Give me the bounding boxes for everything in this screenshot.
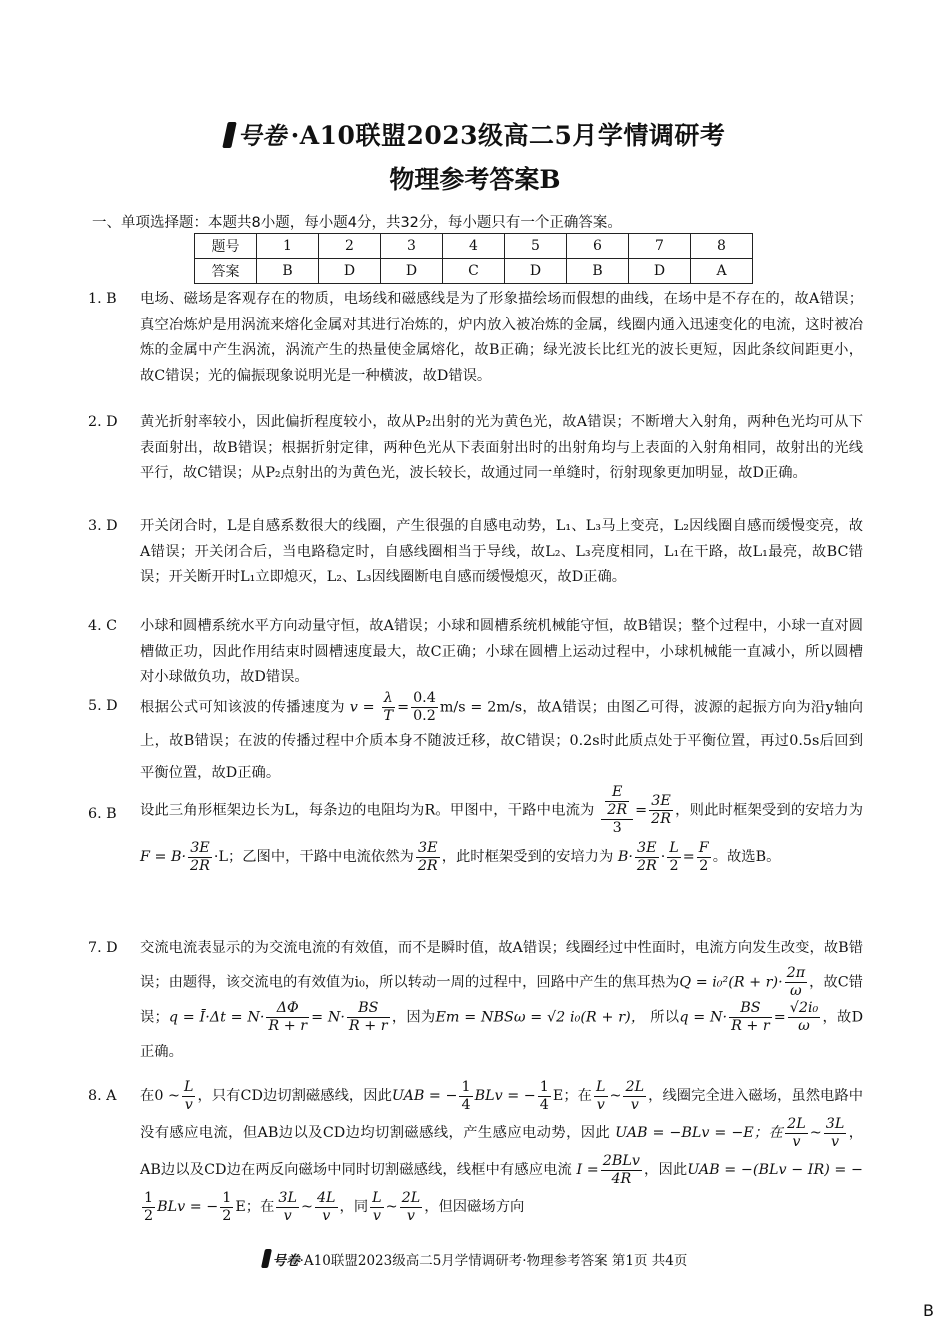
fraction-3e-2r: $\frac{3E}{2R}$ xyxy=(651,793,671,827)
question-explanation: 在0 ~ $\frac{L}{v}$ ，只有CD边切割磁感线，因此UAB = − $\frac{1}{4}$ BLv = − $\frac{1}{4}$ E；在 $\frac{L}{v}$ ~ $\frac{2L}{v}$ ，线圈完全进入磁场，虽然电路中没有感应电流，但AB边以及CD边均切割磁感线，产生感应电动势，因此 UAB = −BLv = −E；在 $\frac{2L}{v}$ ~ $\frac{3L}{v}$ ，AB边以及CD边在两反向磁场中同时切割磁感线，线框中有感应电流 I = $\frac{\text{2BLv}}{4R}$ ，因此UAB = −(BLv − IR) = − $\frac{1}{2}$ BLv = − $\frac{1}{2}$ E；在 $\frac{3L}{v}$ ~ $\frac{4L}{v}$ ，同 $\frac{L}{v}$ ~ $\frac{2L}{v}$ ，但因磁场方向 xyxy=(140,1078,864,1224)
table-cell: 3 xyxy=(381,234,443,259)
page-footer: 号卷·A10联盟2023级高二5月学情调研考·物理参考答案 第1页 共4页 xyxy=(0,1249,950,1269)
fraction-l-v: $\frac{L}{v}$ xyxy=(372,1189,382,1224)
fraction-l-v: $\frac{L}{v}$ xyxy=(596,1078,606,1113)
table-cell: D xyxy=(381,259,443,284)
fraction-3l-v: $\frac{3L}{v}$ xyxy=(825,1115,845,1150)
fraction-lambda-over-t: $\frac{\lambda}{T}$ xyxy=(383,690,394,724)
fraction-l-over-2: $\frac{L}{2}$ xyxy=(669,839,679,874)
question-2 xyxy=(88,410,863,487)
table-cell: 1 xyxy=(257,234,319,259)
table-cell: 5 xyxy=(505,234,567,259)
row-label-answer: 答案 xyxy=(195,259,257,284)
table-cell: B xyxy=(257,259,319,284)
fraction-bs: $\frac{BS}{R + r}$ xyxy=(731,1000,770,1034)
question-number: 8. A xyxy=(88,1088,117,1104)
brush-mark-icon xyxy=(261,1249,272,1268)
question-explanation: 开关闭合时，L是自感系数很大的线圈，产生很强的自感电动势，L₁、L₃马上变亮，L₂因线圈自感而缓慢变亮，故A错误；开关闭合后，当电路稳定时，自感线圈相当于导线，故L₂、L₃亮度相同，L₁在干路，故L₁最亮，故BC错误；开关断开时L₁立即熄灭，L₂、L₃因线圈断电自感而缓慢熄灭，故D正确。 xyxy=(140,518,863,585)
fraction-sqrt2i0: $\frac{\text{√2i₀}}{\omega}$ xyxy=(789,1000,819,1034)
page-subtitle: 物理参考答案B xyxy=(389,165,561,194)
question-number: 1. B xyxy=(88,291,117,307)
page-title: 号卷 ·A10联盟2023级高二5月学情调研考 xyxy=(0,116,950,152)
question-4 xyxy=(88,614,863,691)
table-cell: 7 xyxy=(629,234,691,259)
fraction-3e-2r: $\frac{3E}{2R}$ xyxy=(417,839,438,874)
table-cell: D xyxy=(319,259,381,284)
table-cell: 8 xyxy=(691,234,753,259)
table-cell: 4 xyxy=(443,234,505,259)
question-number: 4. C xyxy=(88,618,118,634)
fraction-current-i: $\frac{\text{2BLv}}{4R}$ xyxy=(602,1152,640,1187)
question-number: 5. D xyxy=(88,698,118,714)
fraction-2l-v: $\frac{2L}{v}$ xyxy=(625,1078,645,1113)
fraction-dphi: $\frac{\Delta\Phi}{R + r}$ xyxy=(268,1000,308,1034)
question-explanation: 小球和圆槽系统水平方向动量守恒，故A错误；小球和圆槽系统机械能守恒，故B错误；整个过程中，小球一直对圆槽做正功，因此作用结束时圆槽速度最大，故C正确；小球在圆槽上运动过程中，小球机械能一直减小，所以圆槽对小球做负功，故D错误。 xyxy=(140,618,863,685)
fraction-current: $\frac{\frac{E}{2R}}{3}$ xyxy=(601,784,633,837)
fraction-3e-2r: $\frac{3E}{2R}$ xyxy=(190,839,210,874)
fraction-2pi-omega: $\frac{2\pi}{\omega}$ xyxy=(786,965,806,999)
table-cell: D xyxy=(629,259,691,284)
question-5 xyxy=(88,690,863,789)
fraction-4l-v: $\frac{4L}{v}$ xyxy=(316,1189,336,1224)
question-number: 6. B xyxy=(88,806,117,822)
fraction-2l-v: $\frac{2L}{v}$ xyxy=(401,1189,421,1224)
section-heading: 一、单项选择题：本题共8小题，每小题4分，共32分，每小题只有一个正确答案。 xyxy=(92,215,622,231)
question-number: 3. D xyxy=(88,518,118,534)
answer-table xyxy=(194,233,753,284)
question-7 xyxy=(88,931,863,1069)
table-cell: B xyxy=(567,259,629,284)
fraction-3l-v: $\frac{3L}{v}$ xyxy=(278,1189,297,1224)
table-cell: 6 xyxy=(567,234,629,259)
brand-logo: 号卷 xyxy=(225,116,287,151)
question-explanation: 电场、磁场是客观存在的物质，电场线和磁感线是为了形象描绘场而假想的曲线，在场中是不存在的，故A错误；真空冶炼炉是用涡流来熔化金属对其进行冶炼的，炉内放入被冶炼的金属，线圈内通入迅速变化的电流，这时被冶炼的金属中产生涡流，涡流产生的热量使金属熔化，故B正确；绿光波长比红光的波长更短，因此条纹间距更小，故C错误；光的偏振现象说明光是一种横波，故D错误。 xyxy=(140,291,863,384)
answer-table-row-numbers xyxy=(195,234,753,259)
question-explanation: 设此三角形框架边长为L，每条边的电阻均为R。甲图中，干路中电流为 $\frac{\frac{E}{2R}}{3}$ = $\frac{3E}{2R}$ ，则此时框架受到的安培力为 F = B· $\frac{3E}{2R}$ ·L；乙图中，干路中电流依然为 $\frac{3E}{2R}$ ，此时框架受到的安培力为 B· $\frac{3E}{2R}$ · $\frac{L}{2}$ = $\frac{F}{2}$ 。故选B。 xyxy=(140,784,863,874)
table-cell: A xyxy=(691,259,753,284)
row-label-number: 题号 xyxy=(195,234,257,259)
fraction-l-v: $\frac{L}{v}$ xyxy=(183,1078,194,1113)
fraction-value: $\frac{0.4}{0.2}$ xyxy=(413,690,436,724)
question-6 xyxy=(88,784,863,877)
question-3 xyxy=(88,514,863,591)
version-mark: B xyxy=(923,1301,934,1320)
table-cell: C xyxy=(443,259,505,284)
answer-table-row-answers xyxy=(195,259,753,284)
question-explanation: 黄光折射率较小，因此偏折程度较小，故从P₂出射的光为黄色光，故A错误；不断增大入射角，两种色光均可从下表面射出，故B错误；根据折射定律，两种色光从下表面射出时的出射角均与上表面的入射角相同，故射出的光线平行，故C错误；从P₂点射出的为黄色光，波长较长，故通过同一单缝时，衍射现象更加明显，故D正确。 xyxy=(140,414,863,481)
question-number: 2. D xyxy=(88,414,118,430)
fraction-1-2: $\frac{1}{2}$ xyxy=(222,1189,232,1224)
table-cell: 2 xyxy=(319,234,381,259)
table-cell: D xyxy=(505,259,567,284)
fraction-1-2: $\frac{1}{2}$ xyxy=(144,1189,154,1224)
fraction-2l-v: $\frac{2L}{v}$ xyxy=(787,1115,806,1150)
question-1 xyxy=(88,287,863,389)
fraction-3e-2r: $\frac{3E}{2R}$ xyxy=(636,839,657,874)
question-explanation: 交流电流表显示的为交流电流的有效值，而不是瞬时值，故A错误；线圈经过中性面时，电流方向发生改变，故B错误；由题得，该交流电的有效值为i₀，所以转动一周的过程中，回路中产生的焦耳热为Q = i₀²(R + r)· $\frac{2\pi}{\omega}$ ，故C错误；q = Ī·Δt = N· $\frac{\Delta\Phi}{R + r}$ = N· $\frac{BS}{R + r}$ ，因为Em = NBSω = √2 i₀(R + r)， 所以q = N· $\frac{BS}{R + r}$ = $\frac{\text{√2i₀}}{\omega}$ ，故D正确。 xyxy=(140,940,864,1060)
brush-mark-icon xyxy=(222,122,237,148)
fraction-1-4: $\frac{1}{4}$ xyxy=(461,1078,471,1113)
fraction-1-4: $\frac{1}{4}$ xyxy=(539,1078,549,1113)
question-number: 7. D xyxy=(88,940,118,956)
question-explanation: 根据公式可知该波的传播速度为 v = $\frac{\lambda}{T}$ = $\frac{0.4}{0.2}$ m/s = 2m/s，故A错误；由图乙可得，波源的起振方向为沿y轴向上，故B错误；在波的传播过程中介质本身不随波迁移，故C错误；0.2s时此质点处于平衡位置，再过0.5s后回到平衡位置，故D正确。 xyxy=(140,690,864,781)
fraction-f-over-2: $\frac{F}{2}$ xyxy=(698,839,709,874)
fraction-bs: $\frac{BS}{R + r}$ xyxy=(348,1000,388,1034)
question-8 xyxy=(88,1078,863,1226)
